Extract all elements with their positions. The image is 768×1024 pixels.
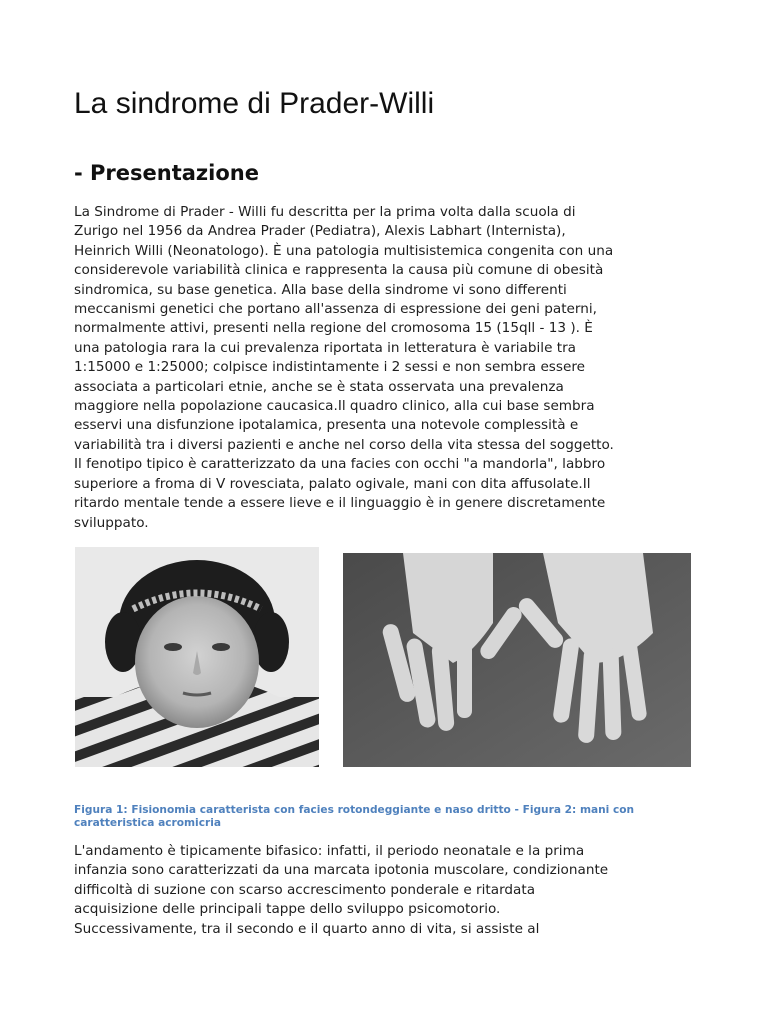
page-title: La sindrome di Prader-Willi xyxy=(74,87,435,120)
paragraph-line: difficoltà di suzione con scarso accrescimento ponderale e ritardata xyxy=(74,881,536,898)
section-heading: - Presentazione xyxy=(74,161,259,185)
paragraph-line: maggiore nella popolazione caucasica.Il quadro clinico, alla cui base sembra xyxy=(74,398,595,415)
paragraph-line: Zurigo nel 1956 da Andrea Prader (Pediatra), Alexis Labhart (Internista), xyxy=(74,223,566,240)
paragraph-line: sindromica, su base genetica. Alla base della sindrome vi sono differenti xyxy=(74,281,567,298)
paragraph-line: esservi una disfunzione ipotalamica, presenta una notevole complessità e xyxy=(74,417,579,434)
paragraph-line: sviluppato. xyxy=(74,514,149,531)
paragraph-line: associata a particolari etnie, anche se è stata osservata una prevalenza xyxy=(74,378,564,395)
paragraph-line: acquisizione delle principali tappe dello sviluppo psicomotorio. xyxy=(74,901,501,918)
paragraph-line: meccanismi genetici che portano all'assenza di espressione dei geni paterni, xyxy=(74,301,597,318)
caption-line: Figura 1: Fisionomia caratterista con facies rotondeggiante e naso dritto - Figura 2: mani con xyxy=(74,804,635,816)
paragraph-line: infanzia sono caratterizzati da una marcata ipotonia muscolare, condizionante xyxy=(74,862,609,879)
intro-paragraph xyxy=(74,203,714,533)
paragraph-line: variabilità tra i diversi pazienti e anche nel corso della vita stessa del soggetto. xyxy=(74,436,614,453)
figure-2-hands-photo xyxy=(343,553,691,767)
figure-caption xyxy=(74,804,724,829)
caption-line: caratteristica acromicria xyxy=(74,816,221,829)
paragraph-line: normalmente attivi, presenti nella regione del cromosoma 15 (15qll - 13 ). È xyxy=(74,320,593,337)
portrait-photo-image xyxy=(75,547,319,767)
hands-photo-image xyxy=(343,553,691,767)
paragraph-line: 1:15000 e 1:25000; colpisce indistintamente i 2 sessi e non sembra essere xyxy=(74,359,585,376)
paragraph-line: La Sindrome di Prader - Willi fu descritta per la prima volta dalla scuola di xyxy=(74,204,576,220)
paragraph-line: Successivamente, tra il secondo e il quarto anno di vita, si assiste al xyxy=(74,920,540,937)
second-paragraph xyxy=(74,842,714,939)
figure-1-portrait-photo xyxy=(75,547,319,767)
paragraph-line: Heinrich Willi (Neonatologo). È una patologia multisistemica congenita con una xyxy=(74,242,614,259)
paragraph-line: superiore a froma di V rovesciata, palato ogivale, mani con dita affusolate.Il xyxy=(74,475,591,492)
paragraph-line: una patologia rara la cui prevalenza riportata in letteratura è variabile tra xyxy=(74,339,577,356)
paragraph-line: considerevole variabilità clinica e rappresenta la causa più comune di obesità xyxy=(74,262,604,279)
paragraph-line: ritardo mentale tende a essere lieve e il linguaggio è in genere discretamente xyxy=(74,495,606,512)
paragraph-line: L'andamento è tipicamente bifasico: infatti, il periodo neonatale e la prima xyxy=(74,843,585,859)
paragraph-line: Il fenotipo tipico è caratterizzato da una facies con occhi "a mandorla", labbro xyxy=(74,456,606,473)
